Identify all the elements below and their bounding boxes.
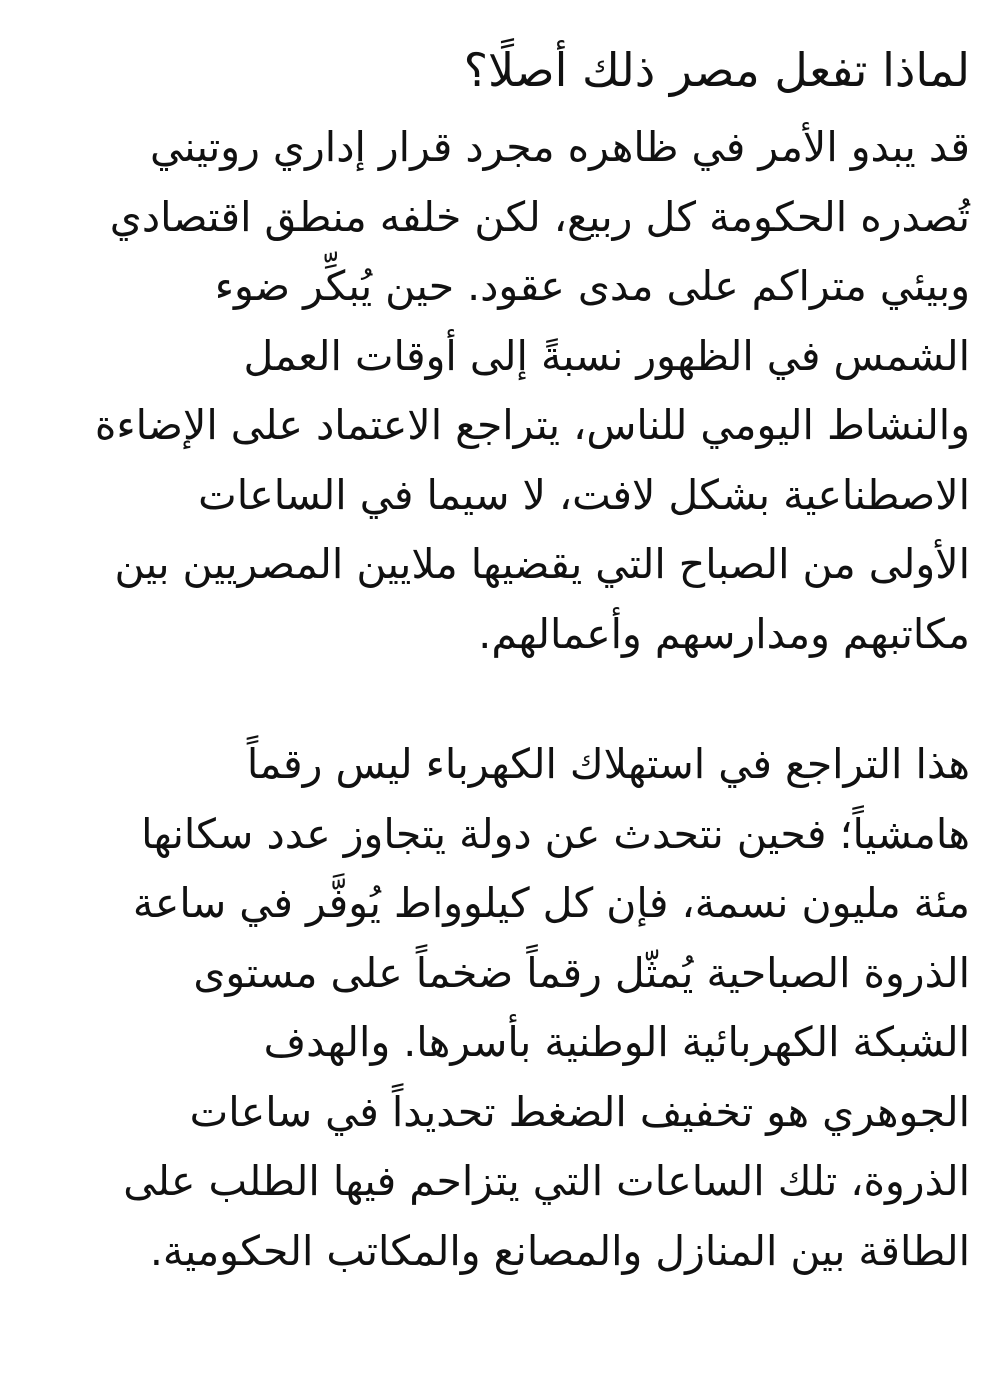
text-line: وبيئي متراكم على مدى عقود. حين يُبكِّر ضوء [214, 262, 970, 310]
article-title: لماذا تفعل مصر ذلك أصلًا؟ [463, 43, 970, 97]
text-line: هذا التراجع في استهلاك الكهرباء ليس رقماً [246, 740, 970, 788]
text-line: قد يبدو الأمر في ظاهره مجرد قرار إداري روتيني [149, 123, 970, 171]
article [40, 0, 970, 1286]
text-line: الذروة، تلك الساعات التي يتزاحم فيها الطلب على [123, 1157, 970, 1205]
text-line: الطاقة بين المنازل والمصانع والمكاتب الحكومية. [149, 1226, 970, 1275]
text-line: مئة مليون نسمة، فإن كل كيلوواط يُوفَّر في ساعة [132, 879, 970, 927]
text-line: الاصطناعية بشكل لافت، لا سيما في الساعات [198, 470, 970, 519]
text-line: الأولى من الصباح التي يقضيها ملايين المصريين بين [114, 540, 970, 588]
text-line: مكاتبهم ومدارسهم وأعمالهم. [478, 609, 970, 658]
text-line: تُصدره الحكومة كل ربيع، لكن خلفه منطق اقتصادي [109, 192, 970, 241]
paragraph-1 [40, 113, 970, 669]
paragraph-2 [40, 730, 970, 1286]
text-line: الذروة الصباحية يُمثّل رقماً ضخماً على مستوى [193, 948, 970, 997]
text-line: الشمس في الظهور نسبةً إلى أوقات العمل [243, 331, 970, 380]
text-line: الجوهري هو تخفيف الضغط تحديداً في ساعات [189, 1087, 970, 1136]
text-line: الشبكة الكهربائية الوطنية بأسرها. والهدف [263, 1018, 970, 1066]
text-line: والنشاط اليومي للناس، يتراجع الاعتماد على الإضاءة [94, 401, 970, 449]
text-line: هامشياً؛ فحين نتحدث عن دولة يتجاوز عدد سكانها [141, 809, 970, 858]
